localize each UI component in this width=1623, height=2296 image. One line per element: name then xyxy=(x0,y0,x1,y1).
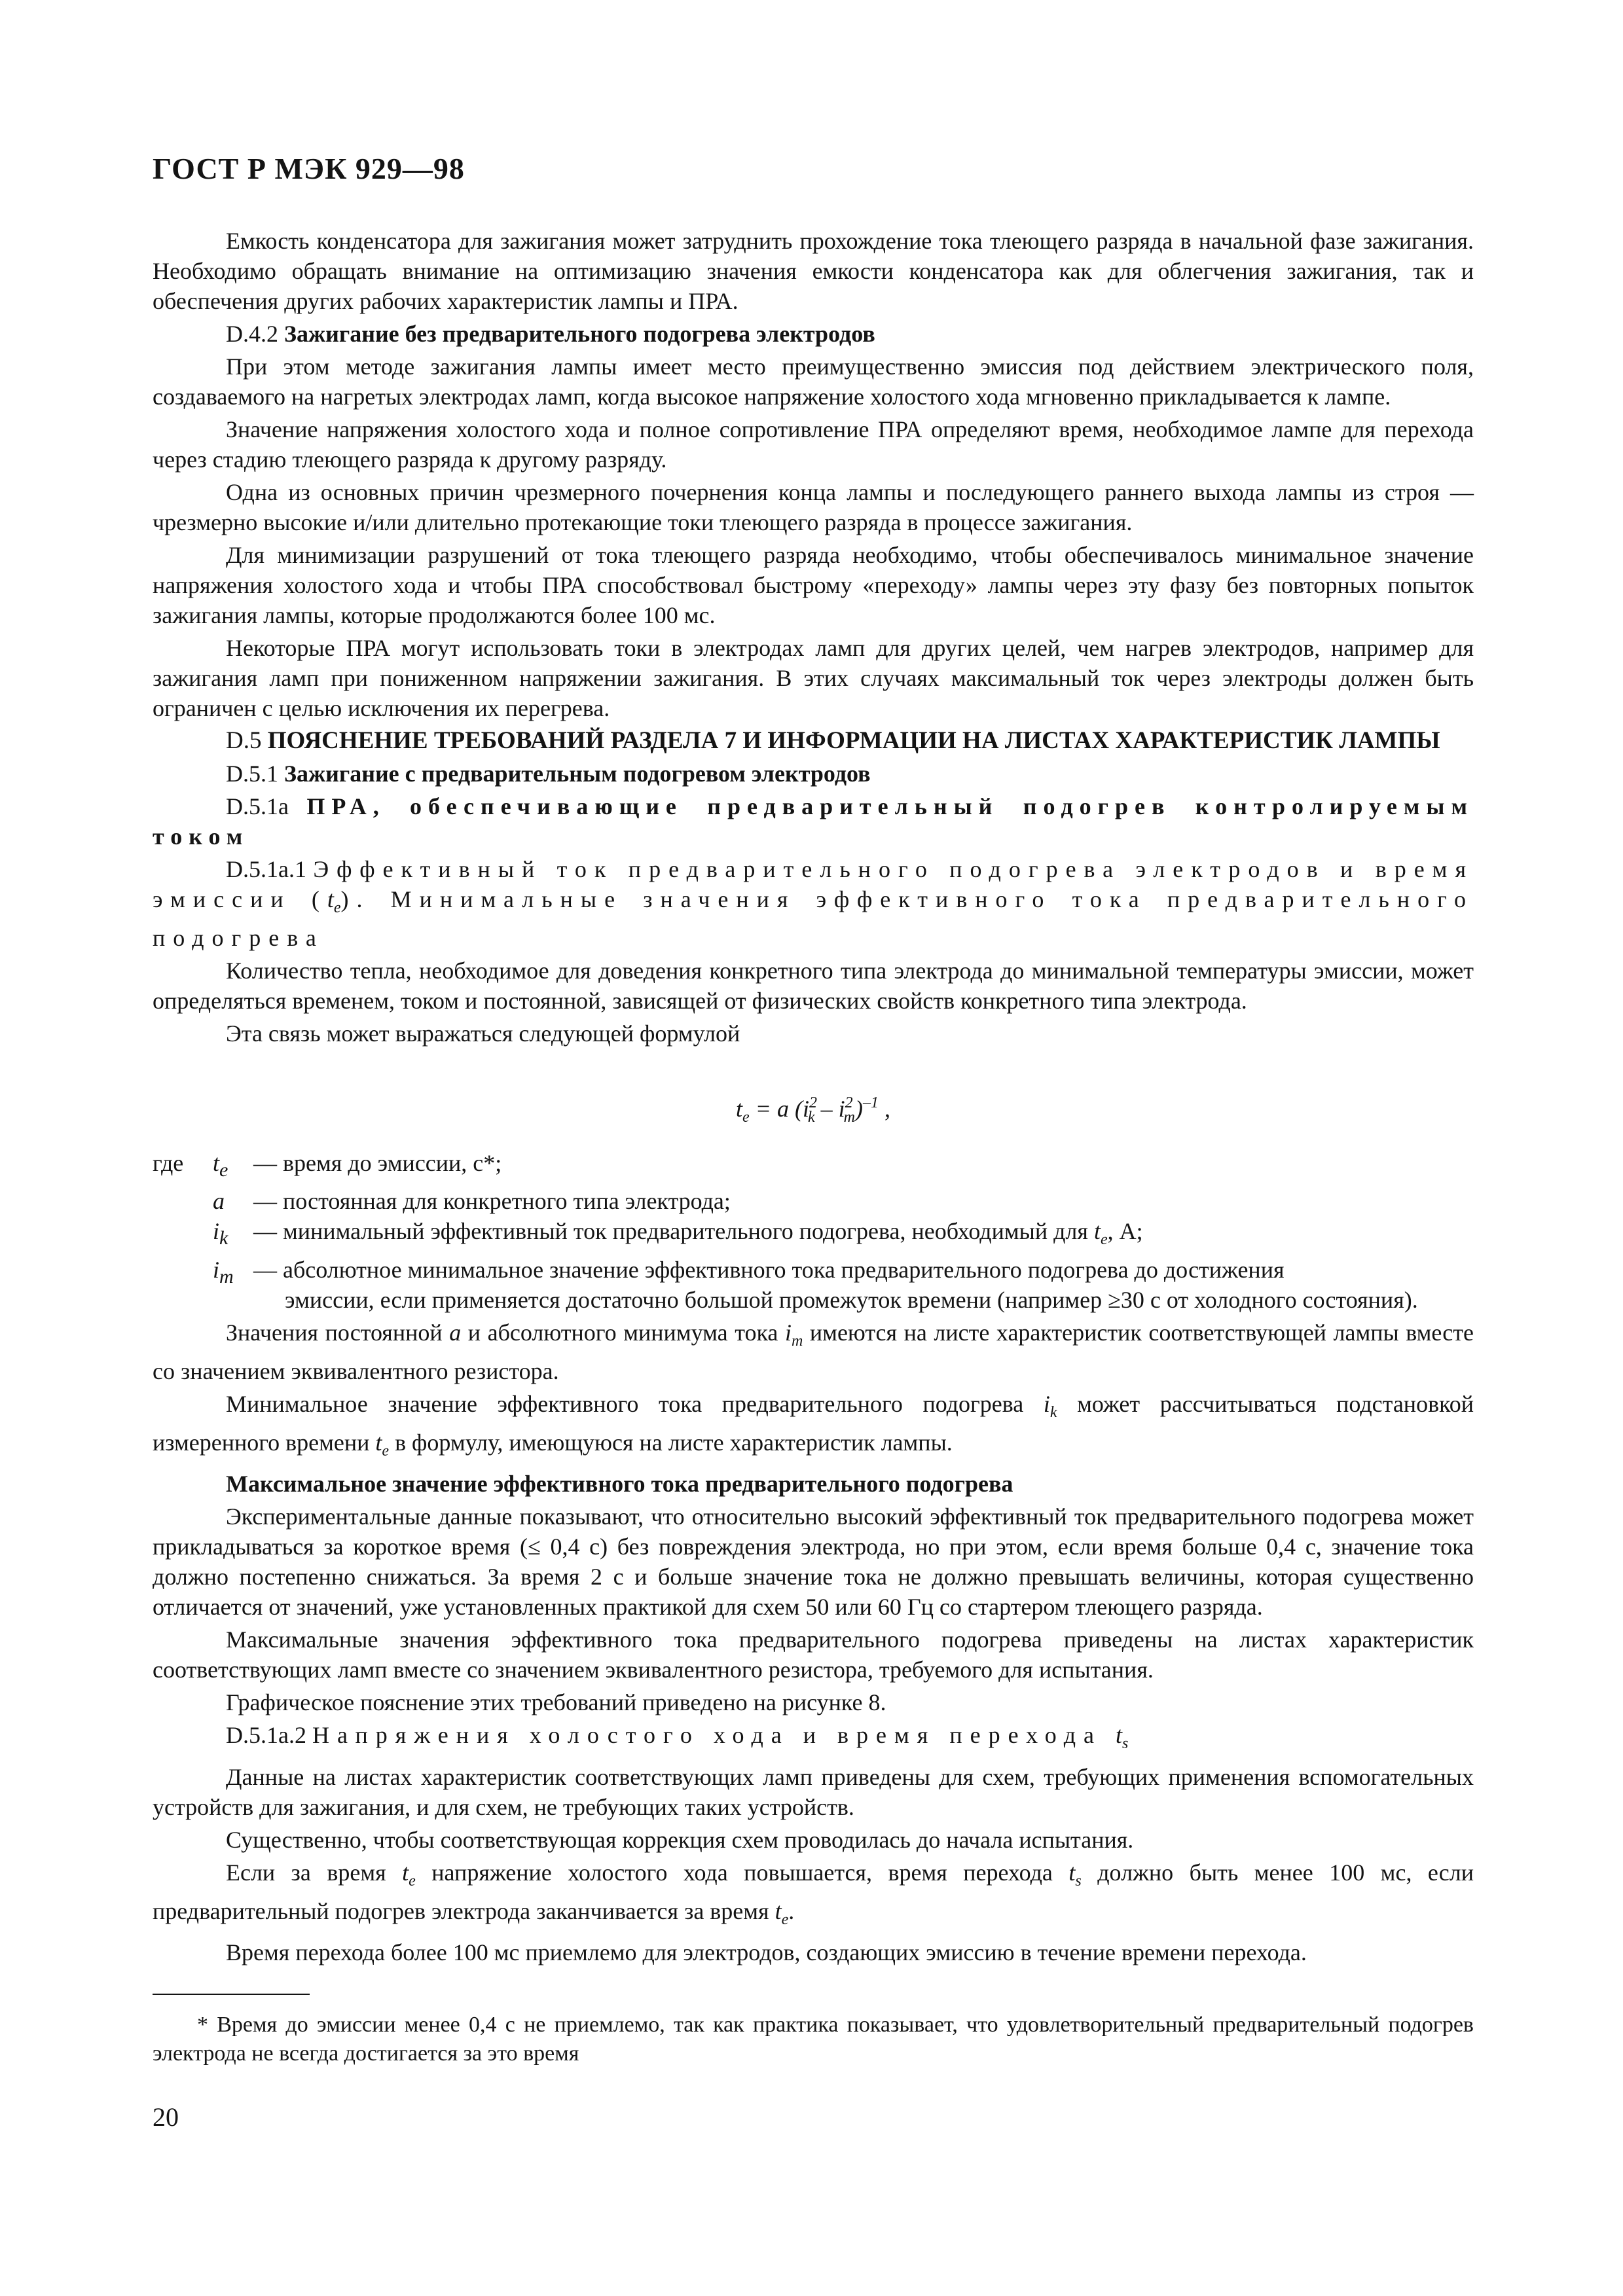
paragraph: Для минимизации разрушений от тока тлеющего разряда необходимо, чтобы обеспечивалось минимальное значение напряжения холостого хода и чтобы ПРА способствовал быстрому «переходу» лампы через эту фазу без повторных попыток зажигания лампы, которые продолжаются более 100 мс. xyxy=(153,542,1474,628)
paragraph: Данные на листах характеристик соответствующих ламп приведены для схем, требующих применения вспомогательных устройств для зажигания, и для схем, не требующих таких устройств. xyxy=(153,1763,1474,1820)
section-number: D.4.2 xyxy=(226,321,278,347)
definition-row: где $t_e$ — время до эмиссии, с*; xyxy=(153,1148,1474,1185)
section-title: Зажигание с предварительным подогревом электродов xyxy=(284,761,871,787)
section-heading-d51a1 xyxy=(153,854,1474,953)
section-title-part: ). Минимальные значения эффективного тока предварительного подогрева xyxy=(153,886,1474,952)
symbol: a xyxy=(213,1187,225,1214)
paragraph: Существенно, чтобы соответствующая коррекция схем проводилась до начала испытания. xyxy=(226,1826,1134,1853)
section-heading-d42 xyxy=(153,319,1474,349)
symbol: $i_k$ xyxy=(213,1217,228,1249)
section-title: ПОЯСНЕНИЕ ТРЕБОВАНИЙ РАЗДЕЛА 7 И ИНФОРМАЦИИ НА ЛИСТАХ ХАРАКТЕРИСТИК ЛАМПЫ xyxy=(267,727,1440,754)
te-symbol: $t_e$ xyxy=(327,886,341,917)
definition-row: $i_m$ — абсолютное минимальное значение эффективного тока предварительного подогрева до достижения эмиссии, если применяется достаточно большой промежуток времени (например ≥30 с от холодного состояния). xyxy=(153,1255,1474,1315)
paragraph: Некоторые ПРА могут использовать токи в электродах ламп для других целей, чем нагрев электродов, например для зажигания ламп при пониженном напряжении зажигания. В этих случаях максимальный ток через электроды должен быть ограничен с целью исключения их перегрева. xyxy=(153,635,1474,721)
section-number: D.5.1 xyxy=(226,761,278,787)
paragraph: Если за время $t_e$ напряжение холостого хода повышается, время перехода $t_s$ должно быть менее 100 мс, если предварительный подогрев электрода заканчивается за время $t_e$. xyxy=(153,1859,1474,1928)
paragraph: Минимальное значение эффективного тока предварительного подогрева $i_k$ может рассчитываться подстановкой измеренного времени $t_e$ в формулу, имеющуюся на листе характеристик лампы. xyxy=(153,1390,1474,1460)
section-title: ПРА, обеспечивающие предварительный подогрев контролируемым током xyxy=(153,793,1474,850)
paragraph: Экспериментальные данные показывают, что относительно высокий эффективный ток предварительного подогрева может прикладываться за короткое время (≤ 0,4 с) без повреждения электрода, но при этом, если время больше 0,4 с, значение тока должно постепенно снижаться. За время 2 с и больше значение тока не должно превышать величины, которая существенно отличается от значений, уже установленных практикой для схем 50 или 60 Гц со стартером тлеющего разряда. xyxy=(153,1503,1474,1621)
paragraph: Одна из основных причин чрезмерного почернения конца лампы и последующего раннего выхода лампы из строя — чрезмерно высокие и/или длительно протекающие токи тлеющего разряда в процессе зажигания. xyxy=(153,479,1474,535)
footnote xyxy=(153,2011,1474,2071)
symbol: $i_m$ xyxy=(213,1256,234,1287)
section-number: D.5 xyxy=(226,727,262,754)
section-number: D.5.1a xyxy=(226,793,289,819)
section-title: Зажигание без предварительного подогрева электродов xyxy=(284,321,875,347)
formula: $t_e = a$ $(i^2_k - i^2_m)^{-1}$ , xyxy=(736,1094,890,1126)
paragraph: Количество тепла, необходимое для доведения конкретного типа электрода до минимальной температуры эмиссии, может определяться временем, током и постоянной, зависящей от физических свойств конкретного типа электрода. xyxy=(153,958,1474,1014)
document-body xyxy=(153,226,1474,1970)
document-header: ГОСТ Р МЭК 929—98 xyxy=(153,152,465,185)
section-title-part: Эффективный ток предварительного подогрева электродов и время эмиссии ( xyxy=(153,856,1474,912)
paragraph: Время перехода более 100 мс приемлемо для электродов, создающих эмиссию в течение времени перехода. xyxy=(226,1939,1307,1965)
footnote-text: * Время до эмиссии менее 0,4 с не приемлемо, так как практика показывает, что удовлетворительный предварительный подогрев электрода не всегда достигается за это время xyxy=(153,2013,1474,2066)
paragraph: Максимальные значения эффективного тока предварительного подогрева приведены на листах характеристик соответствующих ламп вместе со значением эквивалентного резистора, требуемого для испытания. xyxy=(153,1626,1474,1683)
footnote-divider xyxy=(153,1994,310,1995)
paragraph: Значения постоянной a и абсолютного минимума тока $i_m$ имеются на листе характеристик соответствующей лампы вместе со значением эквивалентного резистора. xyxy=(153,1319,1474,1384)
subheading-max-current: Максимальное значение эффективного тока предварительного подогрева xyxy=(226,1471,1013,1498)
definition-row: $i_k$ — минимальный эффективный ток предварительного подогрева, необходимый для $t_e$, А; xyxy=(153,1216,1474,1255)
paragraph: Эта связь может выражаться следующей формулой xyxy=(226,1020,740,1047)
symbol: $t_e$ xyxy=(213,1150,228,1181)
section-number: D.5.1a.2 xyxy=(226,1722,306,1749)
page-number: 20 xyxy=(153,2102,179,2132)
paragraph: При этом методе зажигания лампы имеет место преимущественно эмиссия под действием электрического поля, создаваемого на нагретых электродах ламп, когда высокое напряжение холостого хода мгновенно прикладывается к лампе. xyxy=(153,353,1474,410)
section-heading-d5 xyxy=(153,726,1474,756)
paragraph: Значение напряжения холостого хода и полное сопротивление ПРА определяют время, необходимое лампе для перехода через стадию тлеющего разряда к другому разряду. xyxy=(153,416,1474,473)
section-title: Напряжения холостого хода и время перехода xyxy=(312,1722,1116,1749)
variable-definitions xyxy=(153,1148,1474,1314)
definition-row: a — постоянная для конкретного типа электрода; xyxy=(153,1186,1474,1216)
section-number: D.5.1a.1 xyxy=(226,856,306,882)
section-heading-d51a xyxy=(153,791,1474,852)
paragraph: Графическое пояснение этих требований приведено на рисунке 8. xyxy=(226,1689,886,1716)
section-heading-d51a2: D.5.1a.2 Напряжения холостого хода и время перехода $t_s$ xyxy=(226,1722,1129,1753)
section-heading-d51 xyxy=(153,759,1474,789)
paragraph: Емкость конденсатора для зажигания может затруднить прохождение тока тлеющего разряда в начальной фазе зажигания. Необходимо обращать внимание на оптимизацию значения емкости конденсатора как для облегчения зажигания, так и обеспечения других рабочих характеристик лампы и ПРА. xyxy=(153,228,1474,314)
